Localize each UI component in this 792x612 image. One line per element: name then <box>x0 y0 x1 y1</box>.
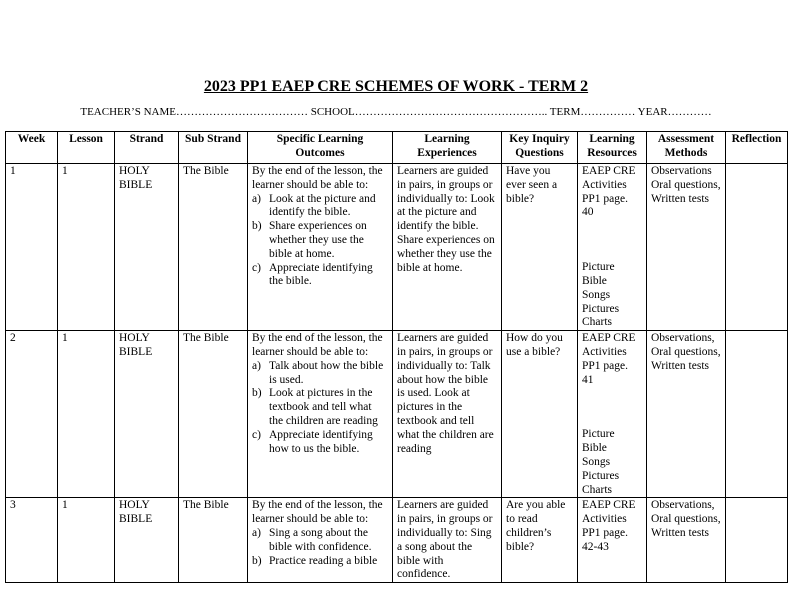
resource-item: Charts <box>582 316 613 329</box>
resource-item: Picture <box>582 428 615 441</box>
resource-item: Pictures <box>582 469 620 482</box>
header-week: Week <box>6 132 58 164</box>
header-learning-experiences: Learning Experiences <box>393 132 502 164</box>
cell-learning-outcomes <box>248 331 393 498</box>
table-header-row <box>6 132 788 164</box>
cell-learning-resources <box>578 164 647 331</box>
outcome-item <box>252 360 388 388</box>
outcome-text: Sing a song about the bible with confidence. <box>269 526 372 553</box>
header-assessment-methods: Assessment Methods <box>647 132 726 164</box>
cell-lesson: 1 <box>58 331 115 498</box>
outcome-item <box>252 429 388 457</box>
cell-strand: HOLY BIBLE <box>115 164 179 331</box>
cell-sub-strand: The Bible <box>179 498 248 583</box>
schemes-of-work-table <box>5 131 788 583</box>
outcome-item <box>252 555 388 569</box>
outcome-label: c) <box>252 261 261 274</box>
cell-reflection <box>726 498 788 583</box>
cell-learning-resources <box>578 331 647 498</box>
cell-lesson: 1 <box>58 498 115 583</box>
outcome-item <box>252 387 388 428</box>
header-lesson: Lesson <box>58 132 115 164</box>
header-reflection: Reflection <box>726 132 788 164</box>
resource-item: Picture <box>582 261 615 274</box>
document-title: 2023 PP1 EAEP CRE SCHEMES OF WORK - TERM 2 <box>203 78 589 95</box>
outcome-text: Look at the picture and identify the bible. <box>269 192 376 219</box>
outcome-item <box>252 193 388 221</box>
cell-key-inquiry-questions: How do you use a bible? <box>502 331 578 498</box>
outcomes-intro: By the end of the lesson, the learner should be able to: <box>252 332 383 358</box>
outcomes-intro: By the end of the lesson, the learner should be able to: <box>252 165 383 191</box>
cell-learning-outcomes <box>248 498 393 583</box>
spacer <box>582 220 642 261</box>
outcome-label: c) <box>252 428 261 441</box>
header-sub-strand: Sub Strand <box>179 132 248 164</box>
outcome-item <box>252 527 388 555</box>
cell-learning-experiences: Learners are guided in pairs, in groups or individually to: Look at the picture and identify the bible. Share experiences on whether they use the bible at home. <box>393 164 502 331</box>
cell-learning-experiences: Learners are guided in pairs, in groups or individually to: Sing a song about the bible with confidence. <box>393 498 502 583</box>
outcomes-intro: By the end of the lesson, the learner should be able to: <box>252 499 383 526</box>
resource-book: EAEP CRE Activities PP1 page. 40 <box>582 165 636 219</box>
cell-strand: HOLY BIBLE <box>115 331 179 498</box>
cell-key-inquiry-questions: Are you able to read children’s bible? <box>502 498 578 583</box>
cell-learning-experiences: Learners are guided in pairs, in groups or individually to: Talk about how the bible is used. Look at pictures in the textbook and tell what the children are reading <box>393 331 502 498</box>
cell-week: 1 <box>6 164 58 331</box>
cell-key-inquiry-questions: Have you ever seen a bible? <box>502 164 578 331</box>
resource-book: EAEP CRE Activities PP1 page. 41 <box>582 332 636 386</box>
resource-item: Bible <box>582 274 607 287</box>
cell-week: 3 <box>6 498 58 583</box>
outcome-item <box>252 220 388 261</box>
cell-strand: HOLY BIBLE <box>115 498 179 583</box>
cell-lesson: 1 <box>58 164 115 331</box>
outcome-label: b) <box>252 554 262 567</box>
table-row <box>6 164 788 331</box>
outcome-label: a) <box>252 359 261 372</box>
teacher-info-line: TEACHER’S NAME……………………………… SCHOOL…………………………………………….. TERM…………… YEAR………… <box>80 106 712 118</box>
outcome-text: Share experiences on whether they use the bible at home. <box>269 220 367 260</box>
cell-learning-outcomes <box>248 164 393 331</box>
cell-reflection <box>726 164 788 331</box>
resource-item: Charts <box>582 483 613 496</box>
outcome-label: a) <box>252 192 261 205</box>
cell-sub-strand: The Bible <box>179 331 248 498</box>
header-key-inquiry-questions: Key Inquiry Questions <box>502 132 578 164</box>
spacer <box>582 387 642 428</box>
outcome-label: a) <box>252 526 261 539</box>
cell-learning-resources <box>578 498 647 583</box>
cell-week: 2 <box>6 331 58 498</box>
resource-item: Songs <box>582 288 611 301</box>
resource-item: Pictures <box>582 302 620 315</box>
outcome-text: Talk about how the bible is used. <box>269 359 384 386</box>
cell-assessment-methods: Observations, Oral questions, Written tests <box>647 331 726 498</box>
header-learning-resources: Learning Resources <box>578 132 647 164</box>
cell-reflection <box>726 331 788 498</box>
cell-sub-strand: The Bible <box>179 164 248 331</box>
outcome-item <box>252 262 388 290</box>
resource-item: Bible <box>582 442 607 455</box>
cell-assessment-methods: Observations, Oral questions, Written tests <box>647 498 726 583</box>
header-strand: Strand <box>115 132 179 164</box>
outcome-label: b) <box>252 220 262 233</box>
table-row <box>6 498 788 583</box>
outcome-label: b) <box>252 387 262 400</box>
outcome-text: Appreciate identifying the bible. <box>269 261 373 288</box>
resource-book: EAEP CRE Activities PP1 page. 42-43 <box>582 499 636 553</box>
header-learning-outcomes: Specific Learning Outcomes <box>248 132 393 164</box>
outcome-text: Look at pictures in the textbook and tell what the children are reading <box>269 387 378 427</box>
outcome-text: Appreciate identifying how to us the bible. <box>269 428 373 455</box>
resource-item: Songs <box>582 455 611 468</box>
outcome-text: Practice reading a bible <box>269 554 378 567</box>
table-row <box>6 331 788 498</box>
cell-assessment-methods: Observations Oral questions, Written tests <box>647 164 726 331</box>
